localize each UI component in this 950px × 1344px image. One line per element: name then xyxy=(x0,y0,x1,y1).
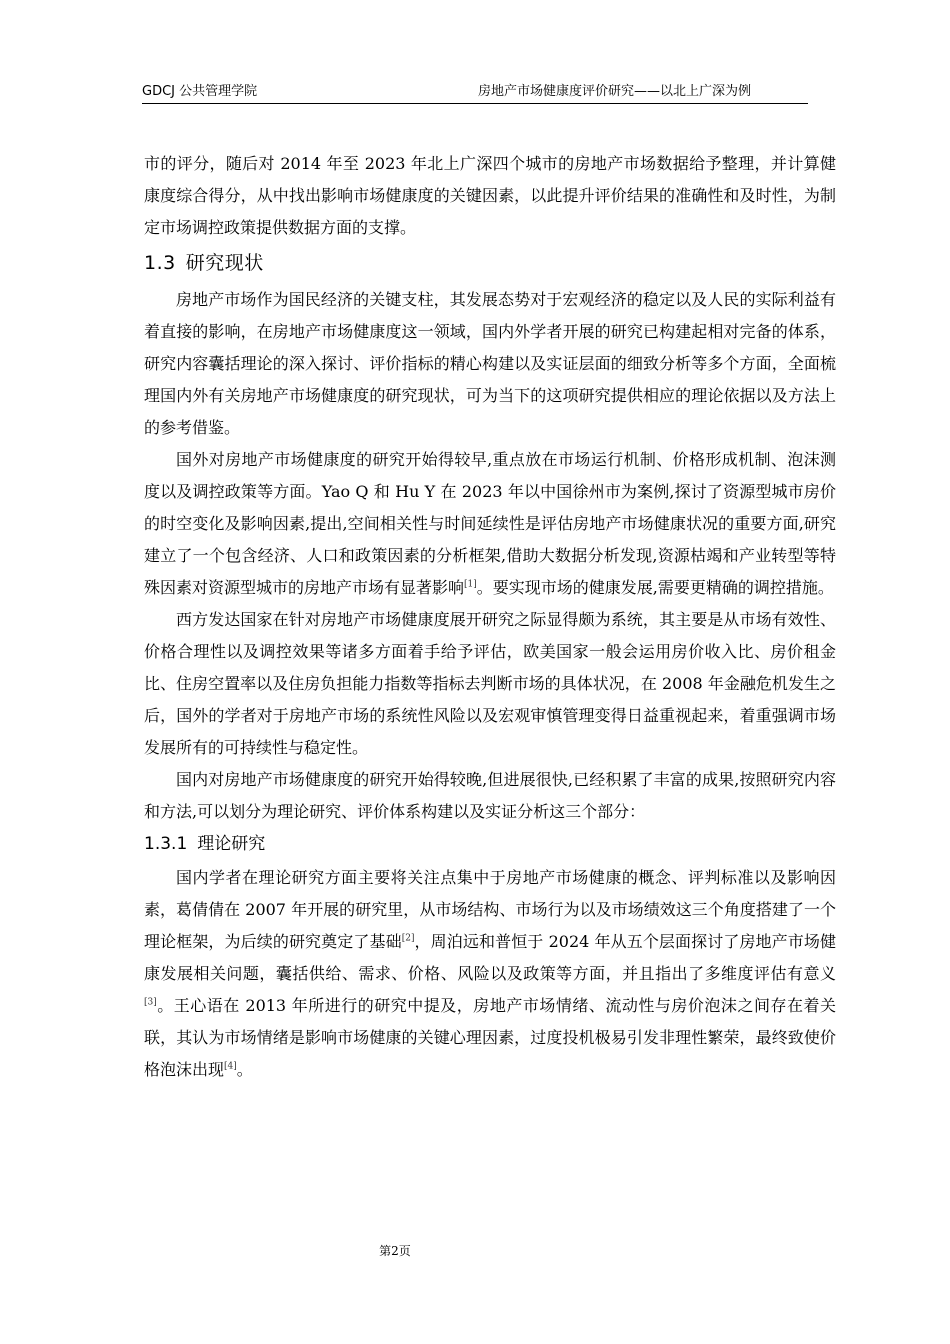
page-body xyxy=(144,148,836,1086)
paragraph-text: 国外对房地产市场健康度的研究开始得较早,重点放在市场运行机制、价格形成机制、泡沫测度以及调控政策等方面。Yao Q 和 Hu Y 在 2023 年以中国徐州市为案例,探讨了资源型城市房价的时空变化及影响因素,提出,空间相关性与时间延续性是评估房地产市场健康状况的重要方面,研究建立了一个包含经济、人口和政策因素的分析框架,借助大数据分析发现,资源枯竭和产业转型等特殊因素对资源型城市的房地产市场有显著影响 xyxy=(144,450,836,597)
paragraph-western-research: 西方发达国家在针对房地产市场健康度展开研究之际显得颇为系统，其主要是从市场有效性、价格合理性以及调控效果等诸多方面着手给予评估，欧美国家一般会运用房价收入比、房价租金比、住房空置率以及住房负担能力指数等指标去判断市场的具体状况，在 2008 年金融危机发生之后，国外的学者对于房地产市场的系统性风险以及宏观审慎管理变得日益重视起来，着重强调市场发展所有的可持续性与稳定性。 xyxy=(144,610,836,757)
citation-3[interactable]: [3] xyxy=(144,997,157,1008)
paragraph-theory-research xyxy=(144,862,836,1086)
citation-2[interactable]: [2] xyxy=(401,933,415,944)
section-heading-1-3 xyxy=(144,248,836,278)
header-institution: GDCJ 公共管理学院 xyxy=(142,84,258,99)
citation-4[interactable]: [4] xyxy=(224,1061,237,1072)
paragraph-continued: 市的评分，随后对 2014 年至 2023 年北上广深四个城市的房地产市场数据给予整理，并计算健康度综合得分，从中找出影响市场健康度的关键因素，以此提升评价结果的准确性和及时性，为制定市场调控政策提供数据方面的支撑。 xyxy=(144,154,836,237)
paragraph-text-b: ，周泊远和普恒于 2024 年从五个层面探讨了房地产市场健康发展相关问题，囊括供给、需求、价格、风险以及政策等方面，并且指出了多维度评估有意义 xyxy=(144,932,836,983)
citation-1[interactable]: [1] xyxy=(464,579,477,590)
header-paper-title: 房地产市场健康度评价研究——以北上广深为例 xyxy=(478,84,752,99)
paragraph-foreign-research xyxy=(144,444,836,604)
section-heading-1-3-1 xyxy=(144,830,836,858)
paragraph-text-a: 国内学者在理论研究方面主要将关注点集中于房地产市场健康的概念、评判标准以及影响因素，葛倩倩在 2007 年开展的研究里，从市场结构、市场行为以及市场绩效这三个角度搭建了一个理论框架，为后续的研究奠定了基础 xyxy=(144,868,836,951)
paragraph-text-c: 。王心语在 2013 年所进行的研究中提及，房地产市场情绪、流动性与房价泡沫之间存在着关联，其认为市场情绪是影响市场健康的关键心理因素，过度投机极易引发非理性繁荣，最终致使价格泡沫出现 xyxy=(144,996,836,1079)
page-header xyxy=(142,78,808,100)
paragraph-text-tail: 。要实现市场的健康发展,需要更精确的调控措施。 xyxy=(476,578,834,597)
paragraph-text-d: 。 xyxy=(236,1060,253,1079)
page-number: 第2页 xyxy=(379,1244,411,1258)
section-number: 1.3 xyxy=(144,252,176,274)
header-divider xyxy=(142,103,808,104)
paragraph-domestic-research: 国内对房地产市场健康度的研究开始得较晚,但进展很快,已经积累了丰富的成果,按照研究内容和方法,可以划分为理论研究、评价体系构建以及实证分析这三个部分： xyxy=(144,770,836,821)
subsection-title: 理论研究 xyxy=(197,834,266,854)
section-title: 研究现状 xyxy=(185,252,264,274)
subsection-number: 1.3.1 xyxy=(144,834,188,854)
paragraph-intro: 房地产市场作为国民经济的关键支柱，其发展态势对于宏观经济的稳定以及人民的实际利益有着直接的影响，在房地产市场健康度这一领域，国内外学者开展的研究已构建起相对完备的体系，研究内容囊括理论的深入探讨、评价指标的精心构建以及实证层面的细致分析等多个方面，全面梳理国内外有关房地产市场健康度的研究现状，可为当下的这项研究提供相应的理论依据以及方法上的参考借鉴。 xyxy=(144,290,836,437)
